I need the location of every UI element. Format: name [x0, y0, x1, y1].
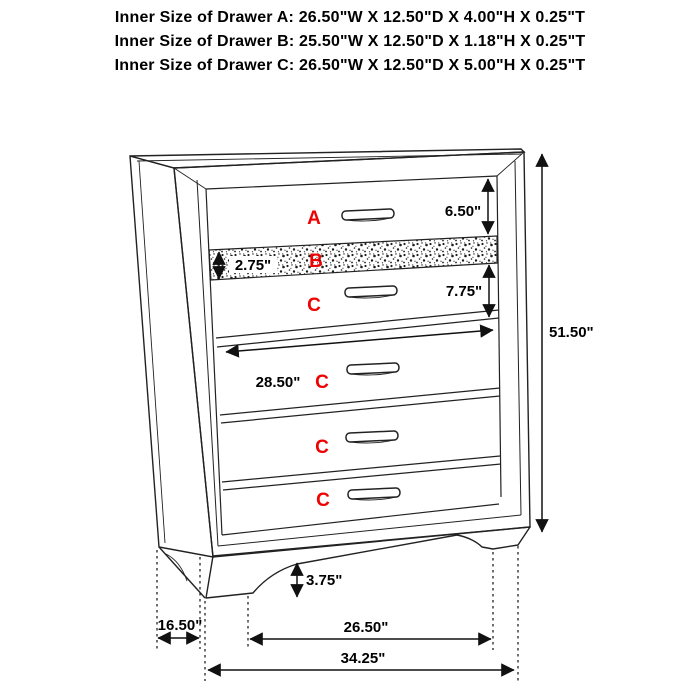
base-plinth-with-feet — [206, 527, 530, 598]
title-line-drawer-a: Inner Size of Drawer A: 26.50"W X 12.50"D X 4.00"H X 0.25"T — [114, 9, 586, 26]
frame-right-inner — [497, 176, 501, 497]
drawer-c1-handle — [345, 286, 397, 299]
drawer-c2-handle — [347, 363, 399, 376]
rail-c3-c4-top — [222, 456, 500, 482]
dim-side-depth-label: 16.50" — [157, 617, 203, 634]
dim-overall-height-label: 51.50" — [549, 324, 594, 341]
drawer-c4-handle — [348, 488, 400, 501]
drawer-divider-rails — [216, 310, 501, 490]
frame-left-bevel — [197, 180, 218, 546]
drawer-area-bottom-line — [222, 504, 499, 535]
drawer-c3-handle — [346, 431, 398, 444]
title-line-drawer-b: Inner Size of Drawer B: 25.50"W X 12.50"D X 1.18"H X 0.25"T — [114, 33, 586, 50]
dim-drawer-c-height-label: 7.75" — [445, 283, 483, 300]
frame-miter-top-right — [497, 152, 524, 176]
drawer-c2-label: C — [315, 372, 329, 393]
dim-base-height-label: 3.75" — [306, 572, 343, 589]
frame-right-bevel — [515, 161, 521, 515]
dim-foot-span-label: 26.50" — [343, 619, 389, 636]
rail-c1-c2-top — [216, 310, 499, 338]
rail-c2-c3-bottom — [221, 396, 500, 423]
dim-drawer-width-label: 28.50" — [255, 374, 301, 391]
side-panel-inner-line — [139, 161, 165, 543]
drawer-b-label: B — [309, 251, 323, 272]
title-block — [0, 6, 700, 78]
rail-c3-c4-bottom — [223, 464, 501, 490]
drawer-c3-label: C — [315, 437, 329, 458]
frame-miter-top-left — [174, 168, 206, 189]
rail-c2-c3-top — [220, 388, 500, 415]
drawer-c4-label: C — [316, 490, 330, 511]
cabinet-top-face — [130, 149, 524, 168]
dim-drawer-a-height-label: 6.50" — [444, 203, 482, 220]
dim-overall-width-label: 34.25" — [340, 650, 386, 667]
frame-top-inner — [206, 176, 497, 189]
drawer-a-label: A — [307, 208, 321, 229]
drawer-c1-label: C — [307, 295, 321, 316]
title-line-drawer-c: Inner Size of Drawer C: 26.50"W X 12.50"D X 5.00"H X 0.25"T — [114, 57, 586, 74]
dim-drawer-b-height-label: 2.75" — [234, 257, 272, 274]
drawer-a-handle — [342, 209, 394, 222]
